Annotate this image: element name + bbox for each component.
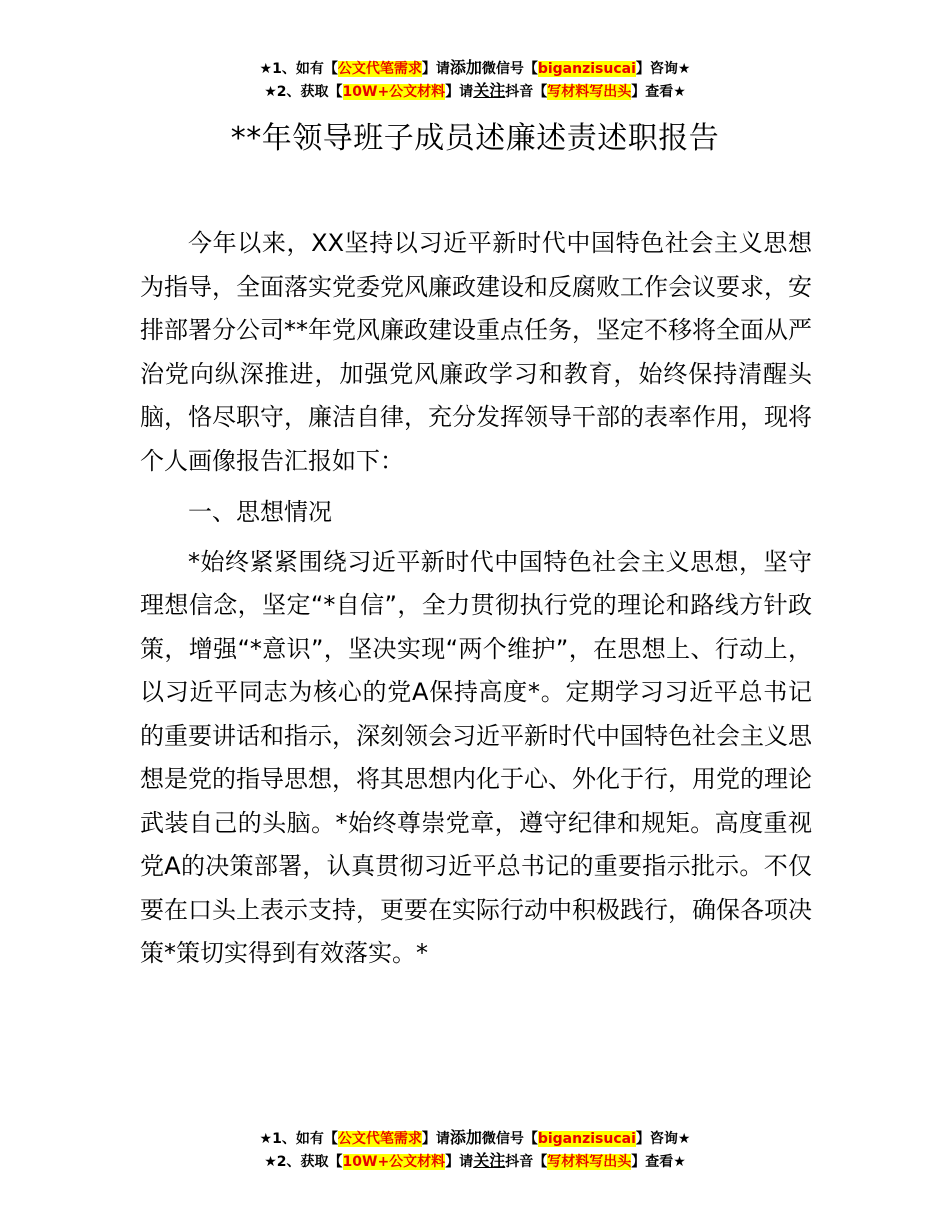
notice-highlight: 公文代笔需求 <box>337 61 422 77</box>
notice-highlight: 10W+公文材料 <box>342 1154 446 1170</box>
notice-highlight: 公文代笔需求 <box>337 1131 422 1147</box>
notice-text: 】咨询★ <box>635 1131 691 1147</box>
paragraph-thought: *始终紧紧围绕习近平新时代中国特色社会主义思想，坚守理想信念，坚定“*自信”，全力贯彻执行党的理论和路线方针政策，增强“*意识”，坚决实现“两个维护”，在思想上、行动上，以习近平同志为核心的党A保持高度*。定期学习习近平总书记的重要讲话和指示，深刻领会习近平新时代中国特色社会主义思想是党的指导思想，将其思想内化于心、外化于行，用党的理论武装自己的头脑。*始终尊崇党章，遵守纪律和规矩。高度重视党A的决策部署，认真贯彻习近平总书记的重要指示批示。不仅要在口头上表示支持，更要在实际行动中积极践行，确保各项决策*策切实得到有效落实。* <box>140 547 812 967</box>
notice-text: 】请 <box>445 1154 474 1170</box>
notice-text: ★1、如有【 <box>259 1131 338 1147</box>
notice-text: 】请 <box>421 1131 450 1147</box>
notice-line-1 <box>0 57 950 80</box>
notice-text: 】请 <box>445 84 474 100</box>
paragraph-intro: 今年以来，XX坚持以习近平新时代中国特色社会主义思想为指导，全面落实党委党风廉政建设和反腐败工作会议要求，安排部署分公司**年党风廉政建设重点任务，坚定不移将全面从严治党向纵深推进，加强党风廉政学习和教育，始终保持清醒头脑，恪尽职守，廉洁自律，充分发挥领导干部的表率作用，现将个人画像报告汇报如下： <box>140 229 812 475</box>
notice-text: 抖音【 <box>505 84 548 100</box>
notice-emphasis: 添加 <box>449 1128 482 1147</box>
notice-text: 】请 <box>421 61 450 77</box>
header-notice <box>0 57 950 103</box>
notice-text: 】查看★ <box>631 1154 686 1170</box>
notice-text: 微信号【 <box>481 61 538 77</box>
notice-line-2 <box>0 80 950 103</box>
notice-emphasis: 关注 <box>473 1151 506 1170</box>
notice-text: ★1、如有【 <box>259 61 338 77</box>
notice-line-1 <box>0 1127 950 1150</box>
notice-text: ★2、获取【 <box>264 1154 343 1170</box>
notice-text: 】咨询★ <box>635 61 691 77</box>
notice-highlight: 10W+公文材料 <box>342 84 446 100</box>
footer-notice <box>0 1127 950 1173</box>
section-heading: 一、思想情况 <box>188 498 332 526</box>
notice-line-2 <box>0 1150 950 1173</box>
notice-highlight: 写材料写出头 <box>547 1154 632 1170</box>
notice-highlight: biganzisucai <box>537 1131 636 1147</box>
document-body <box>140 222 812 976</box>
notice-highlight: biganzisucai <box>537 61 636 77</box>
notice-emphasis: 添加 <box>449 58 482 77</box>
notice-emphasis: 关注 <box>473 81 506 100</box>
notice-text: ★2、获取【 <box>264 84 343 100</box>
notice-text: 】查看★ <box>631 84 686 100</box>
notice-text: 微信号【 <box>481 1131 538 1147</box>
notice-highlight: 写材料写出头 <box>547 84 632 100</box>
document-title: **年领导班子成员述廉述责述职报告 <box>230 121 720 156</box>
notice-text: 抖音【 <box>505 1154 548 1170</box>
